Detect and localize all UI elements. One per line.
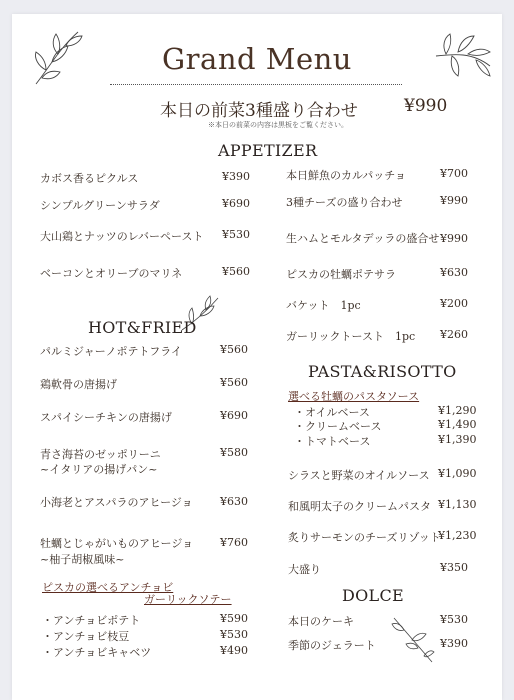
leaf-sprig-icon [390,614,436,666]
menu-item-name: パルミジャーノポテトフライ [40,345,182,358]
menu-item-price: ¥350 [440,561,468,574]
menu-item-name: 牡蠣とじゃがいものアヒージョ [40,537,194,550]
menu-item-price: ¥690 [222,197,250,210]
menu-item-subtitle: ~イタリアの揚げパン~ [40,463,158,476]
menu-item-price: ¥530 [440,613,468,626]
menu-item-name: ・オイルベース [294,406,370,419]
menu-item-subtitle: ~柚子胡椒風味~ [40,553,125,566]
menu-item-price: ¥630 [220,495,248,508]
today-appetizer-note: ※本日の前菜の内容は黒板をご覧ください。 [208,121,348,129]
menu-item-price: ¥630 [440,266,468,279]
menu-item-name: ・アンチョビキャベツ [42,646,152,659]
menu-item-name: ガーリックトースト 1pc [286,330,416,343]
menu-item-name: ・クリームベース [294,420,382,433]
menu-item-name: ・アンチョビ枝豆 [42,630,130,643]
anchovy-subtitle: ガーリックソテー [144,593,232,606]
menu-item-price: ¥590 [220,612,248,625]
menu-item-price: ¥200 [440,297,468,310]
today-appetizer-title: 本日の前菜3種盛り合わせ [160,101,358,121]
menu-item-name: 季節のジェラート [288,639,376,652]
menu-item-price: ¥1,290 [438,404,477,417]
menu-item-name: 小海老とアスパラのアヒージョ [40,496,193,509]
menu-item-name: ・トマトベース [294,435,371,448]
today-appetizer-price: ¥990 [404,96,448,116]
menu-item-price: ¥260 [440,328,468,341]
menu-item-name: 和風明太子のクリームパスタ [288,500,431,513]
menu-item-price: ¥990 [440,194,468,207]
menu-item-price: ¥760 [220,536,248,549]
menu-title: Grand Menu [162,42,352,76]
menu-item-price: ¥1,130 [438,498,477,511]
anchovy-title: ピスカの選べるアンチョビ [42,581,174,594]
menu-item-price: ¥560 [222,265,250,278]
menu-item-name: 炙りサーモンのチーズリゾット [288,531,441,544]
menu-item-name: 大山鶏とナッツのレバーペースト [40,230,204,243]
menu-item-price: ¥1,090 [438,467,477,480]
menu-item-price: ¥530 [222,228,250,241]
menu-item-price: ¥1,390 [438,433,477,446]
menu-item-name: スパイシーチキンの唐揚げ [40,411,172,424]
appetizer-heading: APPETIZER [218,141,318,160]
menu-item-price: ¥490 [220,644,248,657]
menu-sheet [12,14,502,700]
menu-item-price: ¥1,230 [438,529,477,542]
pasta-heading: PASTA&RISOTTO [308,362,457,381]
menu-item-name: カボス香るピクルス [40,172,139,185]
menu-item-name: 本日のケーキ [288,615,354,628]
oyster-sauce-title: 選べる牡蠣のパスタソース [288,390,420,403]
menu-item-name: シンプルグリーンサラダ [40,199,160,212]
hot-fried-heading: HOT&FRIED [88,318,197,337]
menu-item-price: ¥390 [440,637,468,650]
dolce-heading: DOLCE [342,586,404,605]
menu-item-price: ¥990 [440,232,468,245]
menu-item-name: 本日鮮魚のカルパッチョ [286,169,406,182]
menu-item-name: 大盛り [288,563,321,576]
menu-item-name: 青さ海苔のゼッポリーニ [40,448,161,461]
menu-item-price: ¥580 [220,446,248,459]
menu-item-name: ベーコンとオリーブのマリネ [40,267,183,280]
menu-item-price: ¥390 [222,170,250,183]
menu-item-price: ¥560 [220,376,248,389]
menu-item-name: 生ハムとモルタデッラの盛合せ [286,232,440,245]
menu-item-price: ¥560 [220,343,248,356]
menu-item-price: ¥700 [440,167,468,180]
menu-item-name: 3種チーズの盛り合わせ [286,196,403,209]
menu-item-name: ・アンチョビポテト [42,614,141,627]
menu-item-price: ¥530 [220,628,248,641]
menu-item-name: 鶏軟骨の唐揚げ [40,378,117,391]
menu-item-name: シラスと野菜のオイルソース [288,469,430,482]
menu-item-name: バケット 1pc [286,299,361,312]
menu-item-name: ピスカの牡蠣ポテサラ [286,268,396,281]
menu-item-price: ¥690 [220,409,248,422]
menu-item-price: ¥1,490 [438,418,477,431]
title-divider [110,84,402,85]
